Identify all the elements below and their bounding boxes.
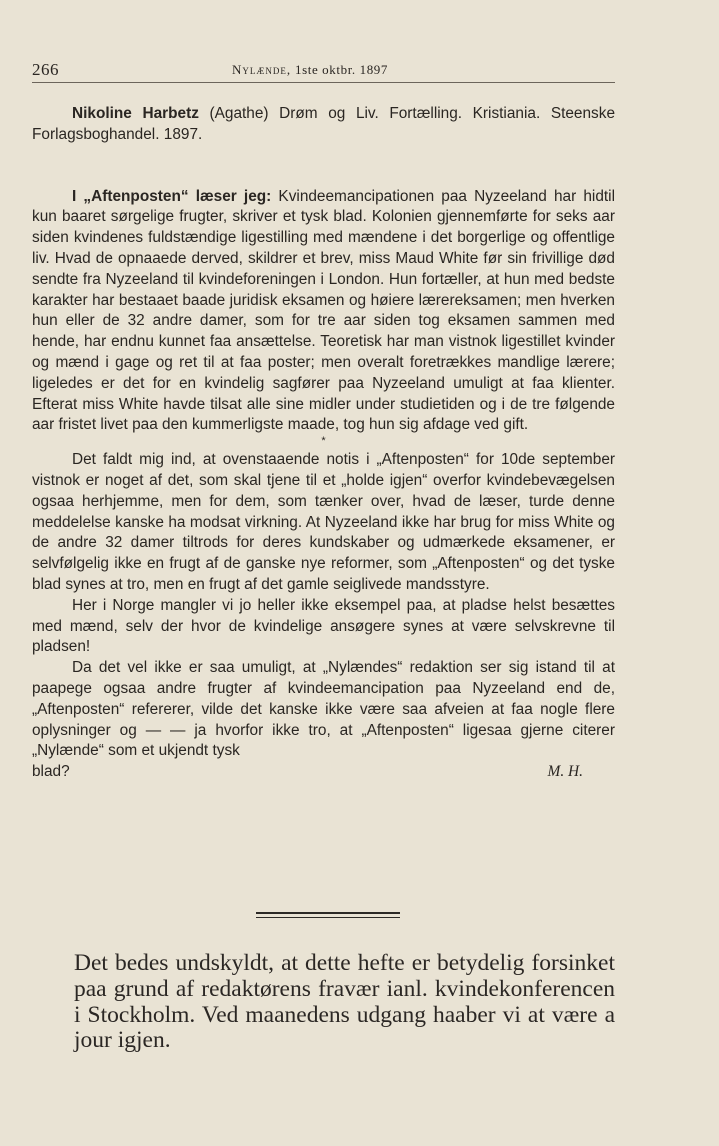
journal-name: Nylænde, <box>232 62 292 77</box>
book-review-entry <box>32 104 615 146</box>
issue-date: 1ste oktbr. 1897 <box>291 62 389 77</box>
section-separator: * <box>321 435 326 448</box>
aftenposten-lead: I „Aftenposten“ læser jeg: <box>72 187 272 205</box>
double-rule <box>256 912 400 918</box>
article-body <box>32 104 615 783</box>
running-header <box>32 60 615 83</box>
review-author: Nikoline Harbetz <box>72 105 199 122</box>
editorial-notice <box>74 951 615 1054</box>
page-number: 266 <box>32 60 59 79</box>
closing-word: blad? <box>32 763 70 781</box>
running-title <box>232 62 388 78</box>
notice-text: Det bedes undskyldt, at dette hefte er betydelig forsinket paa grund af redaktørens fravær ianl. kvindekonferencen i Stockholm. Ved maanedens udgang haaber vi at være a jour igjen. <box>74 950 615 1054</box>
aftenposten-text: Kvindeemancipationen paa Nyzeeland har hidtil kun baaret sørgelige frugter, skriver et tysk blad. Kolonien gjennemførte for seks aar siden kvindenes fuldstændige ligestilling med mændene i det borgerlige og offentlige liv. Hvad de opnaaede derved, skildrer et brev, miss Maud White før sin frivillige død sendte fra Nyzeeland til kvindeforeningen i London. Hun fortæller, at hun med bedste karakter har bestaaet baade juridisk eksamen og høiere lærereksamen; men hverken hun eller de 32 andre damer, som for tre aar siden tog eksamen sammen med hende, har endnu kunnet faa ansættelse. Teoretisk har man vistnok ligestillet kvinder og mænd i gage og ret til at faa poster; men overalt foretrækkes mandlige lærere; ligeledes er det for en kvindelig sagfører paa Nyzeeland umuligt at faa klienter. Efterat miss White havde tilsat alle sine midler under studietiden og i de tre følgende aar fristet livet paa den kummerligste maade, tog hun sig afdage ved gift. <box>32 187 616 434</box>
aftenposten-quote <box>32 187 615 437</box>
closing-line <box>32 762 615 783</box>
review-details: (Agathe) Drøm og Liv. Fortælling. Kristiania. Steenske Forlagsboghandel. 1897. <box>32 105 615 143</box>
signature: M. H. <box>547 763 583 781</box>
paragraph-1: Det faldt mig ind, at ovenstaaende notis i „Aftenposten“ for 10de september vistnok er noget af det, som skal tjene til et „holde igjen“ overfor kvindebevægelsen ogsaa herhjemme, men for dem, som tænker over, hvad de læser, turde denne meddelelse kanske ha modsat virkning. At Nyzeeland ikke har brug for miss White og de andre 32 damer tiltrods for deres kundskaber og udmærkede eksamener, er selvfølgelig ikke en frugt af de ganske nye reformer, som „Aftenposten“ og det tyske blad synes at tro, men en frugt af det gamle seiglivede mandsstyre. <box>32 451 615 593</box>
paragraph-2: Her i Norge mangler vi jo heller ikke eksempel paa, at pladse helst besættes med mænd, selv der hvor de kvindelige ansøgere synes at være selvskrevne til pladsen! <box>32 596 615 656</box>
paragraph-3: Da det vel ikke er saa umuligt, at „Nylændes“ redaktion ser sig istand til at paapege ogsaa andre frugter af kvindeemancipation paa Nyzeeland end de, „Aftenposten“ refererer, vilde det kanske ikke være saa afveien at faa nogle flere oplysninger og — — ja hvorfor ikke tro, at „Aftenposten“ ligesaa gjerne citerer „Nylænde“ som et ukjendt tysk <box>32 659 615 760</box>
